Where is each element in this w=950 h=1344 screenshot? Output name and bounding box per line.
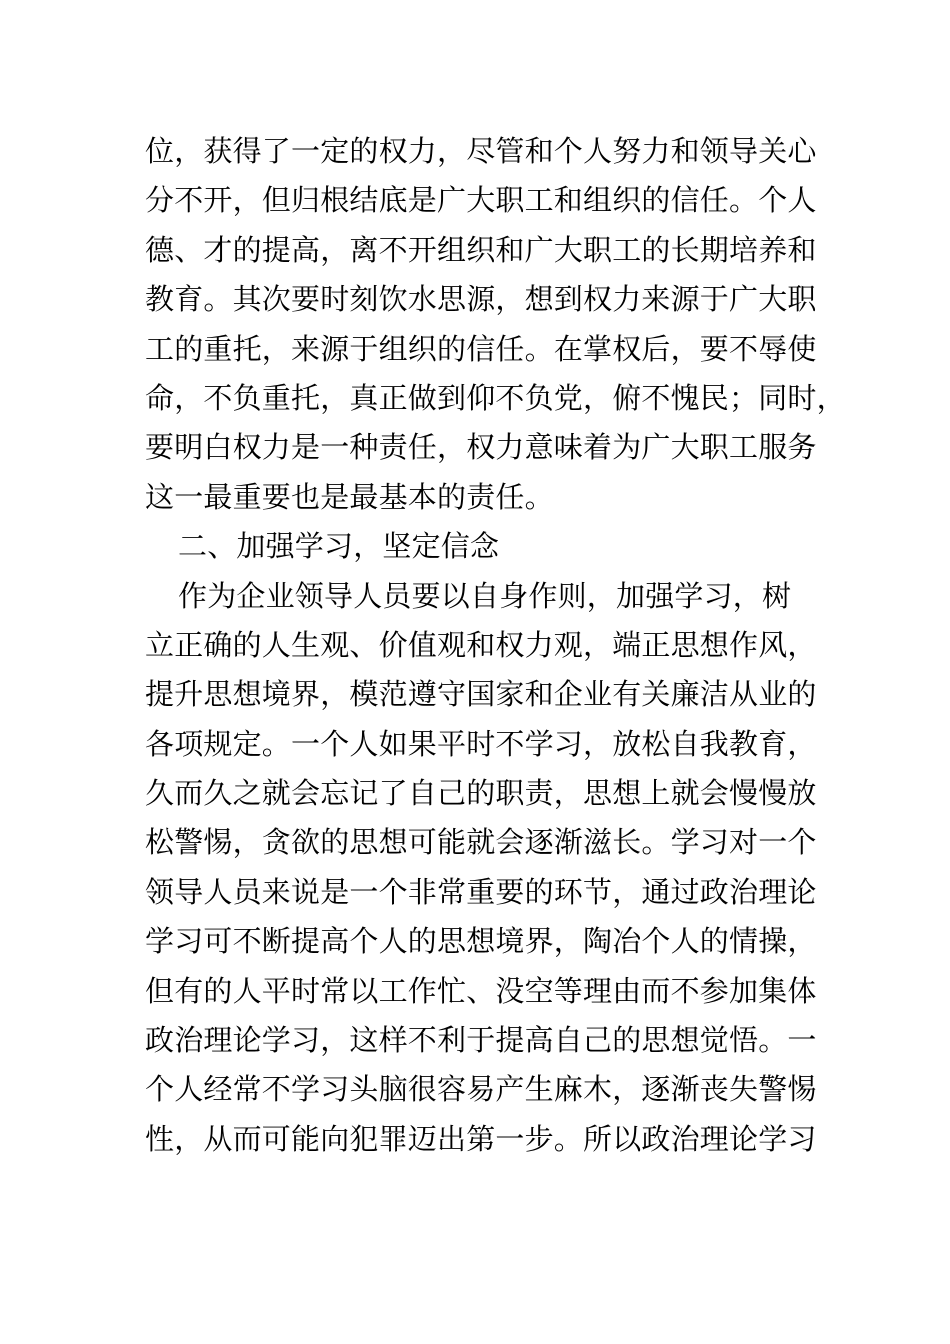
text-line: 性，从而可能向犯罪迈出第一步。所以政治理论学习 [145, 1121, 817, 1156]
text-line: 学习可不断提高个人的思想境界，陶冶个人的情操， [145, 924, 817, 959]
text-line: 但有的人平时常以工作忙、没空等理由而不参加集体 [145, 973, 817, 1008]
text-line: 松警惕，贪欲的思想可能就会逐渐滋长。学习对一个 [145, 825, 817, 860]
text-line: 作为企业领导人员要以自身作则，加强学习，树 [178, 578, 792, 613]
text-line: 提升思想境界，模范遵守国家和企业有关廉洁从业的 [145, 677, 817, 712]
text-line: 久而久之就会忘记了自己的职责，思想上就会慢慢放 [145, 776, 817, 811]
text-line: 工的重托，来源于组织的信任。在掌权后，要不辱使 [145, 331, 817, 366]
section-heading: 二、加强学习，坚定信念 [178, 529, 500, 564]
text-line: 教育。其次要时刻饮水思源，想到权力来源于广大职 [145, 282, 817, 317]
text-line: 立正确的人生观、价值观和权力观，端正思想作风， [145, 627, 817, 662]
document-body [145, 127, 846, 1164]
text-line: 分不开，但归根结底是广大职工和组织的信任。个人 [145, 183, 817, 218]
text-line: 这一最重要也是最基本的责任。 [145, 479, 554, 514]
text-line: 各项规定。一个人如果平时不学习，放松自我教育， [145, 726, 817, 761]
text-line: 政治理论学习，这样不利于提高自己的思想觉悟。一 [145, 1023, 817, 1058]
text-line: 命，不负重托，真正做到仰不负党，俯不愧民；同时， [145, 380, 846, 415]
text-line: 德、才的提高，离不开组织和广大职工的长期培养和 [145, 232, 817, 267]
text-line: 位，获得了一定的权力，尽管和个人努力和领导关心 [145, 134, 817, 168]
text-line: 个人经常不学习头脑很容易产生麻木，逐渐丧失警惕 [145, 1072, 817, 1107]
text-line: 领导人员来说是一个非常重要的环节，通过政治理论 [145, 874, 817, 909]
text-line: 要明白权力是一种责任，权力意味着为广大职工服务 [145, 430, 817, 465]
